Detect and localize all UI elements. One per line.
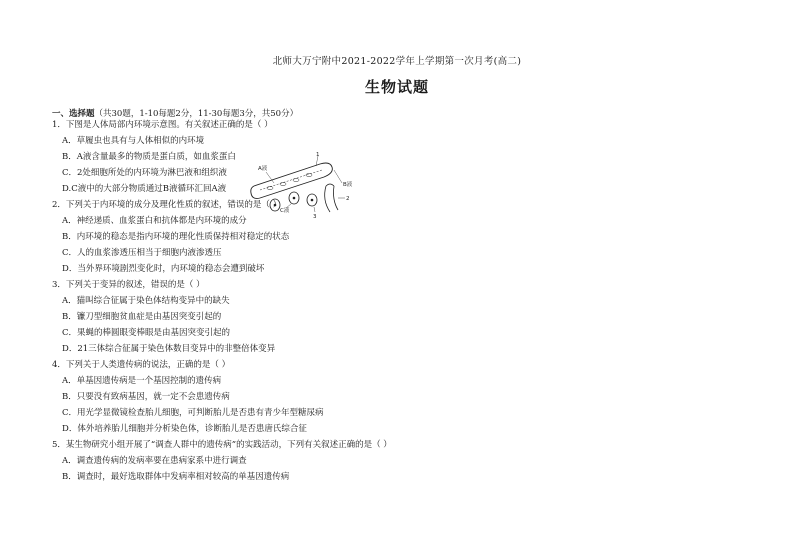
cell-nucleus [311, 199, 314, 202]
answer-option: D．21三体综合征属于染色体数目变异中的非整倍体变异 [62, 344, 276, 354]
label-a: A液 [258, 166, 268, 172]
lymph-vessel [325, 186, 338, 212]
exam-header: 北师大万宁附中2021-2022学年上学期第一次月考(高二) [272, 56, 522, 67]
answer-option: B．调查时，最好选取群体中发病率相对较高的单基因遗传病 [62, 472, 290, 482]
answer-option: A．猫叫综合征属于染色体结构变异中的缺失 [62, 296, 230, 306]
answer-option: C．用光学显微镜检查胎儿细胞，可判断胎儿是否患有青少年型糖尿病 [62, 408, 324, 418]
section-label: 一、选择题 [52, 109, 95, 119]
answer-option: D．当外界环境剧烈变化时，内环境的稳态会遭到破坏 [62, 264, 265, 274]
section-note: （共30题，1-10每题2分，11-30每题3分，共50分） [94, 109, 299, 119]
answer-option: A．神经递质、血浆蛋白和抗体都是内环境的成分 [62, 216, 247, 226]
section-heading [52, 107, 298, 119]
answer-option: A．单基因遗传病是一个基因控制的遗传病 [62, 376, 222, 386]
answer-option: A．调查遗传病的发病率要在患病家系中进行调查 [62, 456, 247, 466]
answer-option: C．果蝇的棒圆眼变棒眼是由基因突变引起的 [62, 328, 231, 338]
answer-option: D．体外培养胎儿细胞并分析染色体，诊断胎儿是否患唐氏综合征 [62, 424, 307, 434]
answer-option: B．镰刀型细胞贫血症是由基因突变引起的 [62, 312, 222, 322]
answer-option: D.C液中的大部分物质通过B液循环汇回A液 [62, 184, 227, 194]
leader-line [314, 207, 315, 212]
label-3: 3 [313, 214, 317, 220]
leader-line [334, 170, 342, 183]
answer-option: C．人的血浆渗透压相当于细胞内液渗透压 [62, 248, 222, 258]
capillary-inner-line [260, 170, 322, 190]
label-2: 2 [346, 196, 350, 202]
question-stem: 2．下列关于内环境的成分及理化性质的叙述，错误的是（ ） [52, 200, 282, 210]
label-c: C液 [280, 208, 290, 214]
answer-option: C．2处细胞所处的内环境为淋巴液和组织液 [62, 168, 227, 178]
blood-cell [293, 178, 299, 181]
lymph-vessel-end [326, 184, 334, 186]
question-stem: 3．下列关于变异的叙述，错误的是（ ） [52, 280, 205, 290]
answer-option: A．草履虫也具有与人体相似的内环境 [62, 136, 205, 146]
question-stem: 1．下图是人体局部内环境示意图。有关叙述正确的是（ ） [52, 120, 273, 130]
blood-cell [280, 182, 286, 185]
answer-option: B．A液含量最多的物质是蛋白质，如血浆蛋白 [62, 152, 236, 162]
question-stem: 5．某生物研究小组开展了“调查人群中的遗传病”的实践活动，下列有关叙述正确的是（ ） [52, 440, 392, 450]
answer-option: B．只要没有致病基因，就一定不会患遗传病 [62, 392, 230, 402]
label-1: 1 [316, 152, 320, 158]
cell-nucleus [293, 197, 296, 200]
exam-title: 生物试题 [364, 78, 429, 96]
label-b: B液 [343, 182, 353, 188]
answer-option: B．内环境的稳态是指内环境的理化性质保持相对稳定的状态 [62, 232, 290, 242]
question-stem: 4．下列关于人类遗传病的说法，正确的是（ ） [52, 360, 231, 370]
blood-cell [267, 186, 273, 189]
